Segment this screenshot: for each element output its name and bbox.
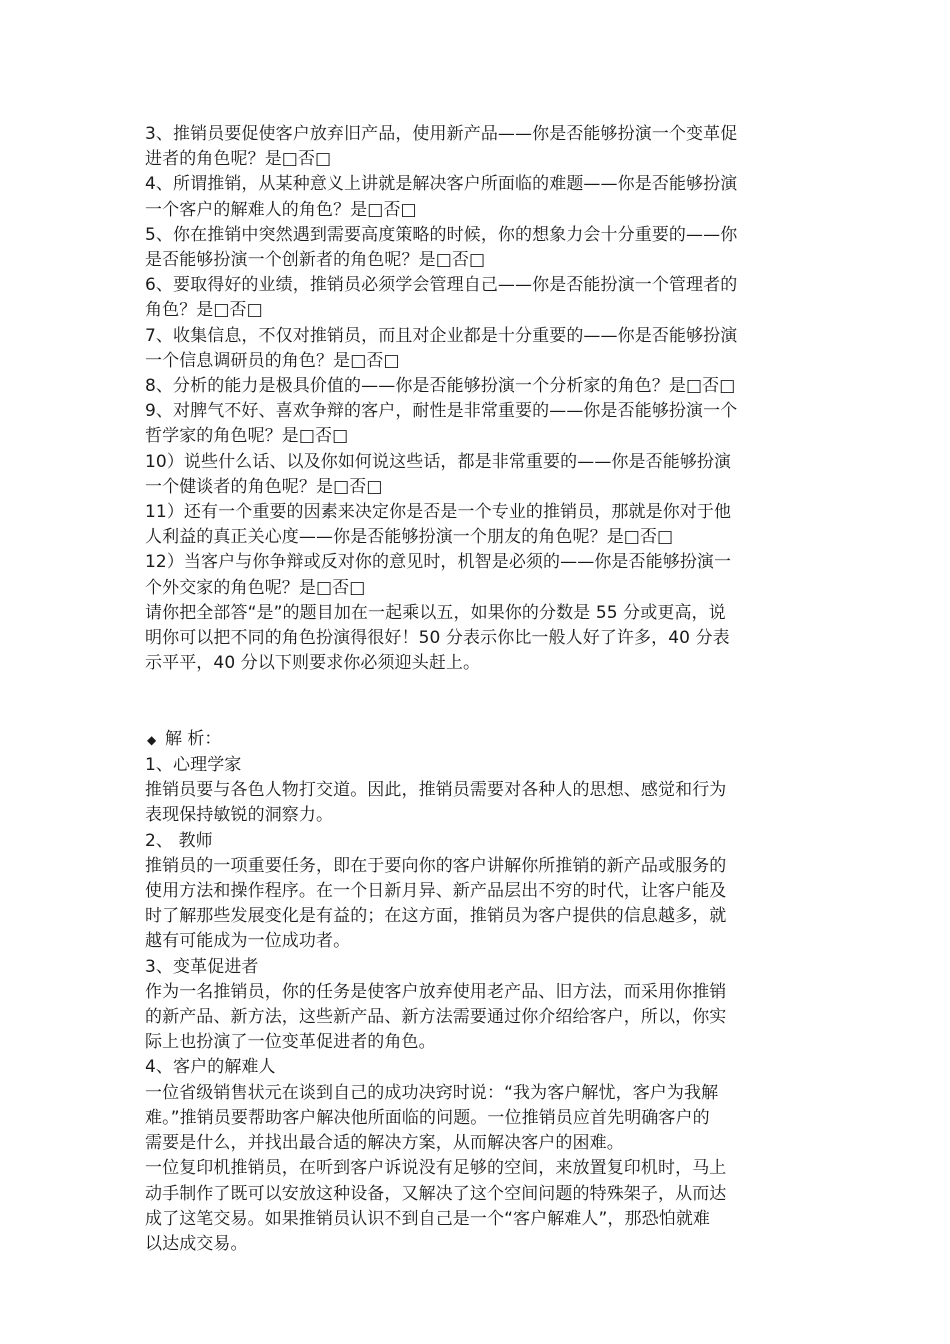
text-line: 2、 教师 xyxy=(145,830,213,851)
text-line: 推销员的一项重要任务，即在于要向你的客户讲解你所推销的新产品或服务的 xyxy=(145,855,727,876)
text-line: 越有可能成为一位成功者。 xyxy=(145,931,351,952)
text-line: 4、所谓推销，从某种意义上讲就是解决客户所面临的难题——你是否能够扮演 xyxy=(145,174,738,195)
text-line: 一位复印机推销员，在听到客户诉说没有足够的空间，来放置复印机时，马上 xyxy=(145,1158,727,1179)
text-line: 际上也扮演了一位变革促进者的角色。 xyxy=(145,1032,436,1053)
text-line: 6、要取得好的业绩，推销员必须学会管理自己——你是否能扮演一个管理者的 xyxy=(145,275,738,296)
text-line: 哲学家的角色呢？是□否□ xyxy=(145,426,349,447)
questions-section xyxy=(145,122,810,676)
text-line: 表现保持敏锐的洞察力。 xyxy=(145,805,334,826)
text-line: 一个客户的解难人的角色？是□否□ xyxy=(145,199,417,220)
text-line: 5、你在推销中突然遇到需要高度策略的时候，你的想象力会十分重要的——你 xyxy=(145,224,738,245)
text-line: 成了这笔交易。如果推销员认识不到自己是一个“客户解难人”，那恐怕就难 xyxy=(145,1208,711,1229)
text-line: 3、变革促进者 xyxy=(145,956,259,977)
document-page xyxy=(145,122,810,1257)
text-line: 示平平，40 分以下则要求你必须迎头赶上。 xyxy=(145,653,481,674)
text-line: 使用方法和操作程序。在一个日新月异、新产品层出不穷的时代，让客户能及 xyxy=(145,881,727,902)
text-line: 8、分析的能力是极具价值的——你是否能够扮演一个分析家的角色？是□否□ xyxy=(145,376,736,397)
text-line: 推销员要与各色人物打交道。因此，推销员需要对各种人的思想、感觉和行为 xyxy=(145,780,727,801)
text-line: 明你可以把不同的角色扮演得很好！50 分表示你比一般人好了许多，40 分表 xyxy=(145,628,730,649)
text-line: 一位省级销售状元在谈到自己的成功决窍时说：“我为客户解忧，客户为我解 xyxy=(145,1082,719,1103)
text-line: 进者的角色呢？是□否□ xyxy=(145,149,332,170)
spacer xyxy=(145,676,810,701)
text-line: 7、收集信息，不仅对推销员，而且对企业都是十分重要的——你是否能够扮演 xyxy=(145,325,738,346)
text-line: 的新产品、新方法，这些新产品、新方法需要通过你介绍给客户，所以，你实 xyxy=(145,1007,727,1028)
text-line: 角色？是□否□ xyxy=(145,300,263,321)
text-line: 是否能够扮演一个创新者的角色呢？是□否□ xyxy=(145,250,486,271)
text-line: 时了解那些发展变化是有益的；在这方面，推销员为客户提供的信息越多，就 xyxy=(145,906,727,927)
text-line: 9、对脾气不好、喜欢争辩的客户，耐性是非常重要的——你是否能够扮演一个 xyxy=(145,401,738,422)
text-line: 一个健谈者的角色呢？是□否□ xyxy=(145,476,383,497)
spacer xyxy=(145,702,810,727)
text-line: 请你把全部答“是”的题目加在一起乘以五，如果你的分数是 55 分或更高，说 xyxy=(145,602,726,623)
text-line: 作为一名推销员，你的任务是使客户放弃使用老产品、旧方法，而采用你推销 xyxy=(145,981,727,1002)
text-line: 12）当客户与你争辩或反对你的意见时，机智是必须的——你是否能够扮演一 xyxy=(145,552,732,573)
text-line: 需要是什么，并找出最合适的解决方案，从而解决客户的困难。 xyxy=(145,1133,624,1154)
diamond-bullet-icon: ◆ xyxy=(147,732,157,747)
text-line: 难。”推销员要帮助客户解决他所面临的问题。一位推销员应首先明确客户的 xyxy=(145,1107,710,1128)
text-line: 动手制作了既可以安放这种设备，又解决了这个空间问题的特殊架子，从而达 xyxy=(145,1183,727,1204)
text-line: 4、客户的解难人 xyxy=(145,1057,276,1078)
text-line: 1、心理学家 xyxy=(145,755,242,776)
text-line: 3、推销员要促使客户放弃旧产品，使用新产品——你是否能够扮演一个变革促 xyxy=(145,124,738,144)
text-line: 11）还有一个重要的因素来决定你是否是一个专业的推销员，那就是你对于他 xyxy=(145,502,732,523)
text-line: 10）说些什么话、以及你如何说这些话，都是非常重要的——你是否能够扮演 xyxy=(145,451,732,472)
text-line: 以达成交易。 xyxy=(145,1233,248,1254)
text-line: 人利益的真正关心度——你是否能够扮演一个朋友的角色呢？是□否□ xyxy=(145,527,674,548)
text-line: 个外交家的角色呢？是□否□ xyxy=(145,577,366,598)
analysis-heading-line xyxy=(145,727,810,753)
analysis-heading: 解 析： xyxy=(165,728,222,749)
analysis-section xyxy=(145,753,810,1257)
text-line: 一个信息调研员的角色？是□否□ xyxy=(145,350,400,371)
